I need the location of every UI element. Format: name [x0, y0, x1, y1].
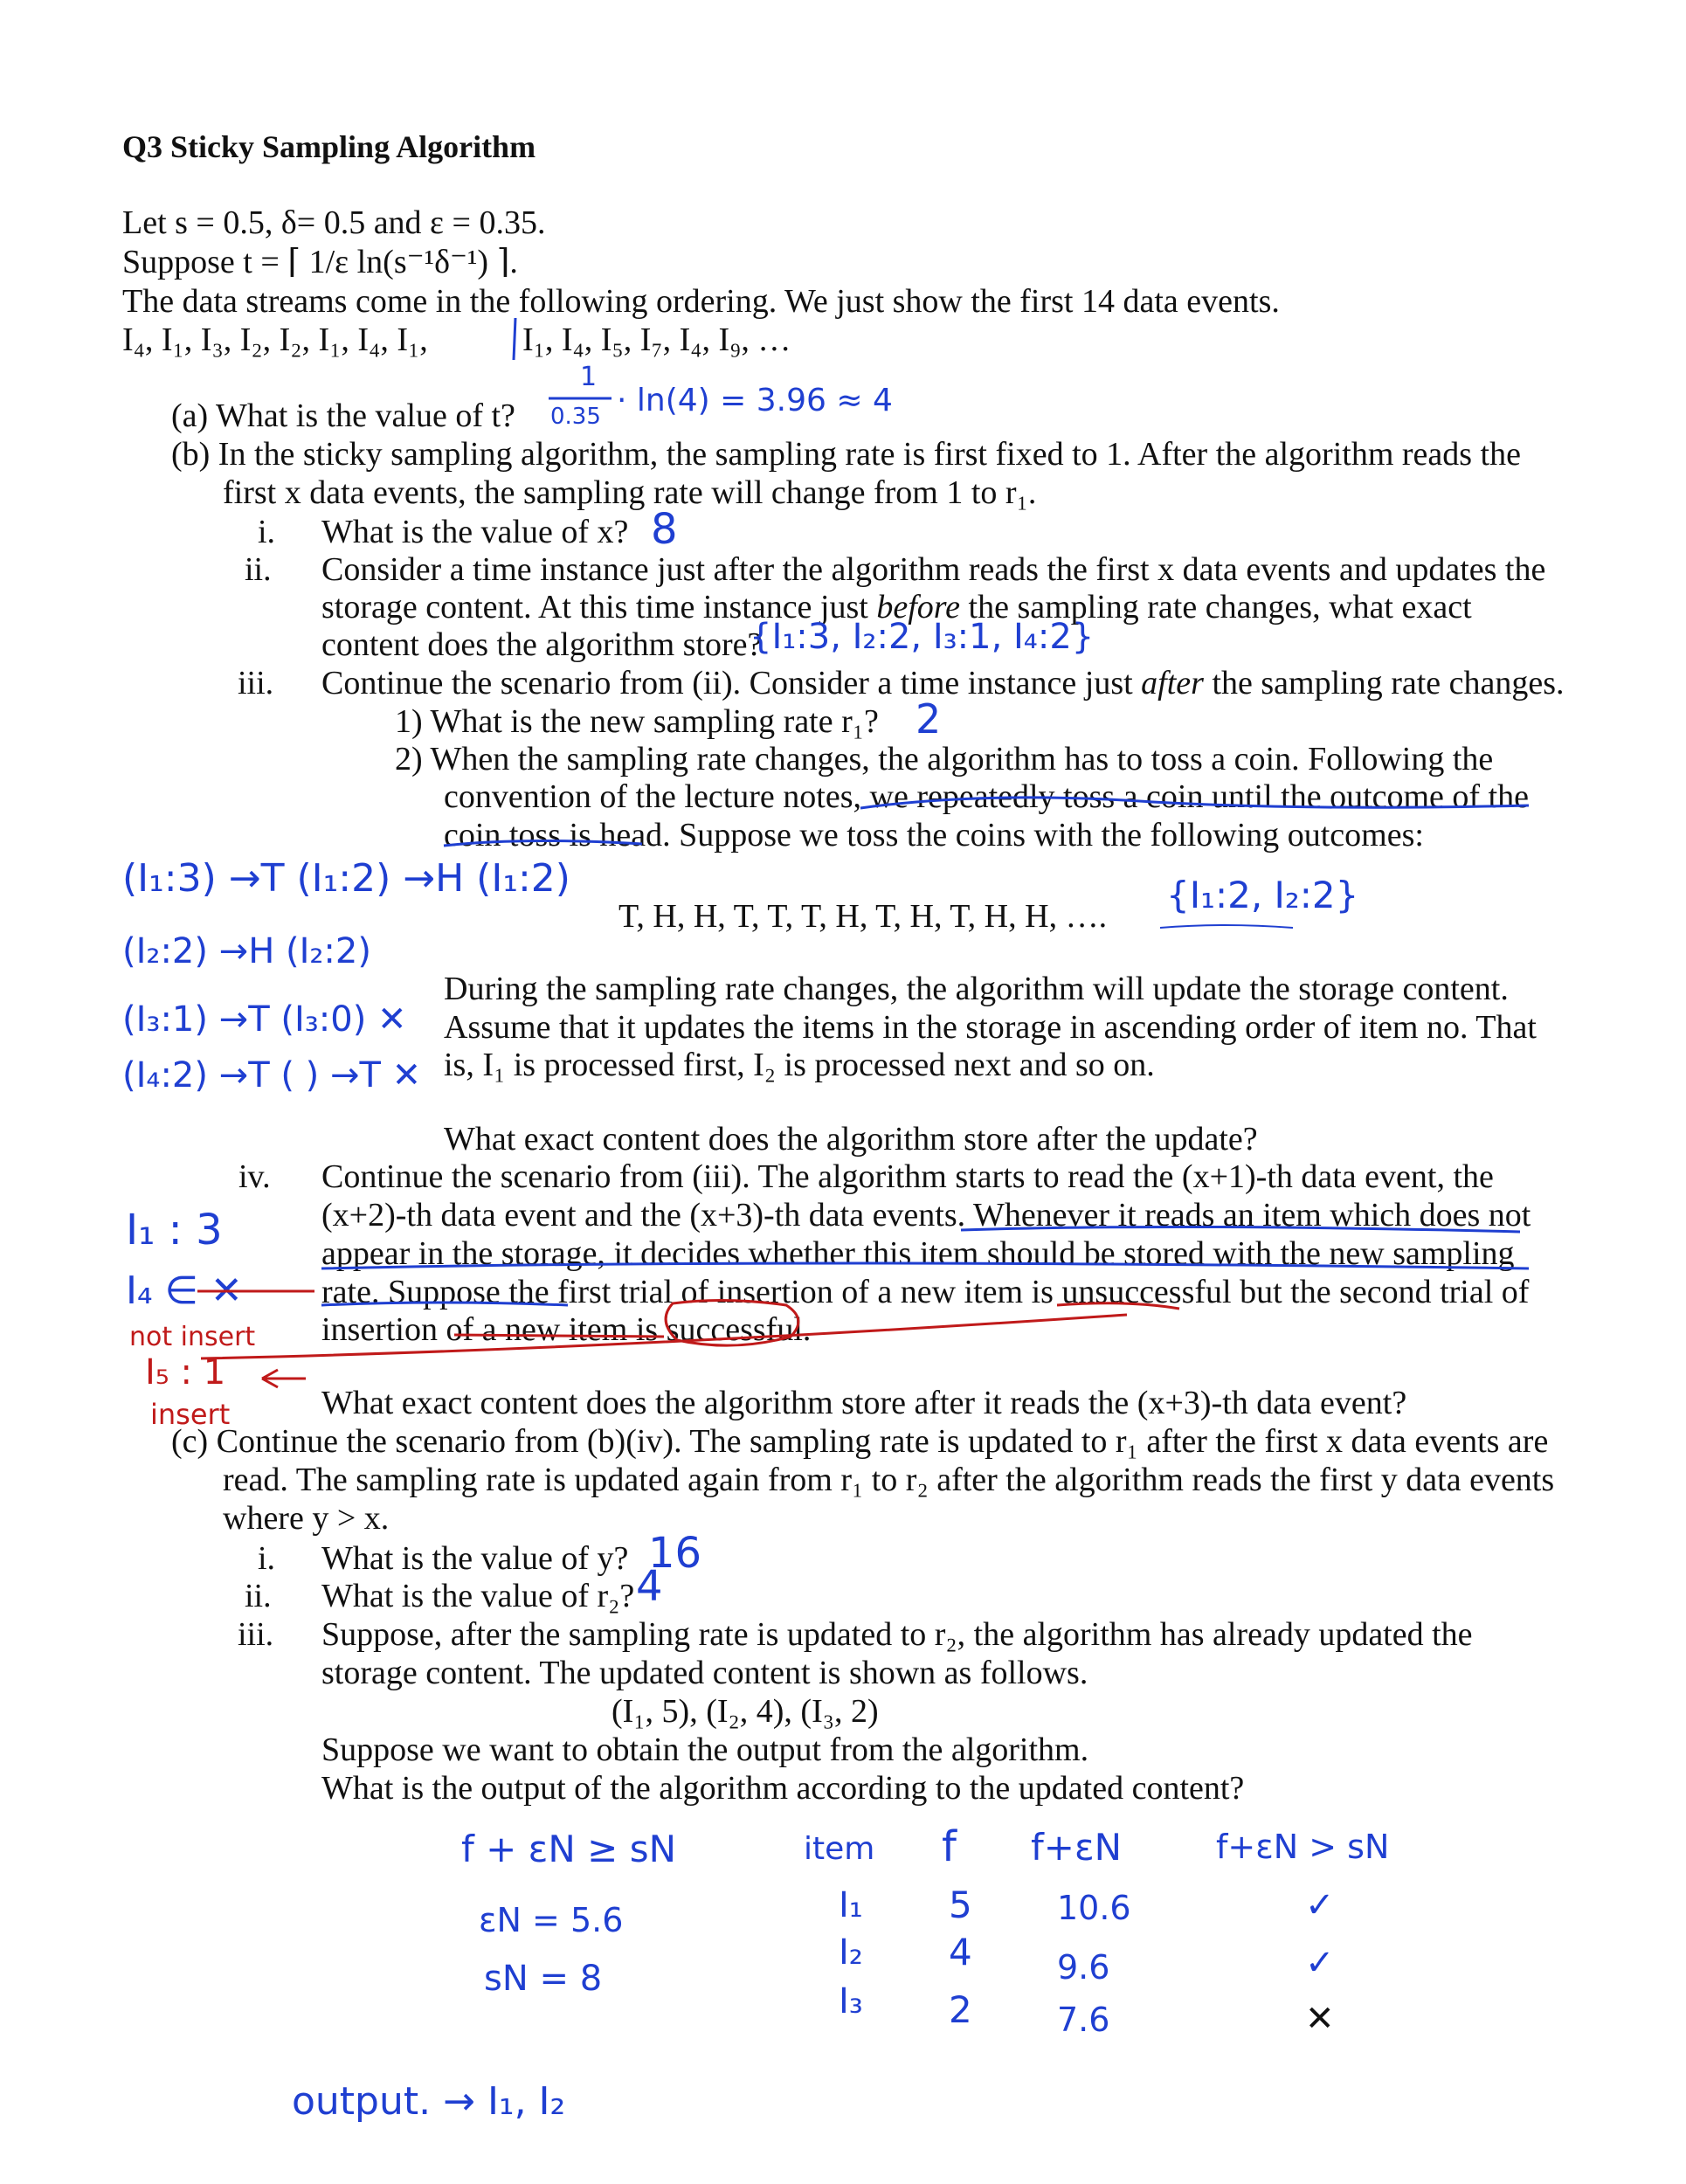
underline-convention	[860, 798, 1529, 808]
question-c-i: What is the value of y?	[321, 1540, 629, 1577]
hw-row2-item: I₂	[839, 1932, 863, 1973]
hw-row3-cross: ✕	[1305, 1999, 1335, 2039]
question-c-iii-line5: What is the output of the algorithm according to the updated content?	[321, 1770, 1245, 1807]
hw-eps-n: εN = 5.6	[479, 1901, 624, 1939]
update-text-line3: is, I₁ is processed first, I₂ is processed next and so on.	[444, 1047, 1155, 1083]
question-b-iv-prompt: What exact content does the algorithm store after it reads the (x+3)-th data event?	[321, 1385, 1407, 1421]
underline-biv-2	[961, 1227, 1520, 1232]
b-ii-number: ii.	[245, 551, 272, 588]
hw-trace-1: (I₁:3) →T (I₁:2) →H (I₁:2)	[122, 856, 570, 901]
question-a: (a) What is the value of t?	[171, 397, 515, 434]
hw-b-iii-1-answer: 2	[916, 695, 942, 743]
question-b-i: What is the value of x?	[321, 514, 629, 550]
b-iv-number: iv.	[238, 1158, 271, 1195]
update-question: What exact content does the algorithm store after the update?	[444, 1121, 1258, 1158]
update-text-line2: Assume that it updates the items in the storage in ascending order of item no. That	[444, 1009, 1537, 1046]
hw-trace-3: (I₃:1) →T (I₃:0) ✕	[122, 999, 407, 1040]
question-b-iii-2-line2: convention of the lecture notes, we repeatedly toss a coin until the outcome of the	[444, 778, 1529, 815]
underline-biv-4	[321, 1303, 568, 1305]
params-line: Let s = 0.5, δ= 0.5 and ε = 0.35.	[122, 204, 546, 241]
question-b-line1: (b) In the sticky sampling algorithm, the sampling rate is first fixed to 1. After the algorithm reads the	[171, 436, 1521, 473]
c-iii-number: iii.	[238, 1616, 274, 1653]
question-b-iv-line2: (x+2)-th data event and the (x+3)-th data events. Whenever it reads an item which does not	[321, 1197, 1531, 1234]
stream-intro: The data streams come in the following ordering. We just show the first 14 data events.	[122, 283, 1280, 320]
hw-coin-result: {I₁:2, I₂:2}	[1166, 874, 1359, 916]
update-text-line1: During the sampling rate changes, the algorithm will update the storage content.	[444, 971, 1509, 1007]
hw-table-header-check: f+εN > sN	[1216, 1828, 1390, 1866]
underline-biv-3	[321, 1263, 1529, 1268]
c-i-number: i.	[258, 1540, 276, 1577]
question-b-ii-line3: content does the algorithm store?	[321, 626, 763, 663]
hw-c-i-answer: 16	[648, 1529, 702, 1578]
hw-a-numerator: 1	[580, 362, 598, 392]
hw-table-header-item: item	[804, 1831, 875, 1867]
c-ii-number: ii.	[245, 1578, 272, 1614]
question-c-iii-line1: Suppose, after the sampling rate is updated to r₂, the algorithm has already updated the	[321, 1616, 1473, 1653]
hw-b-i-answer: 8	[651, 505, 678, 554]
red-underline-unsuccessful	[1057, 1303, 1179, 1309]
hw-c-ii-answer: 4	[636, 1562, 663, 1611]
hw-output: output. → I₁, I₂	[292, 2079, 566, 2124]
question-b-ii-line2: storage content. At this time instance just before the sampling rate changes, what exact	[321, 589, 1472, 625]
underline-coin-toss	[444, 840, 642, 846]
red-strike	[454, 1335, 664, 1337]
hw-condition: f + εN ≥ sN	[461, 1828, 676, 1870]
underline-coin-result	[1160, 925, 1293, 928]
question-b-iv-line4: rate. Suppose the first trial of insertion of a new item is unsuccessful but the second trial of	[321, 1274, 1530, 1310]
question-b-iii-2-line3: coin toss is head. Suppose we toss the coins with the following outcomes:	[444, 817, 1424, 854]
question-c-ii: What is the value of r₂?	[321, 1578, 635, 1614]
hw-iv-not-insert: not insert	[129, 1322, 256, 1352]
question-b-iii: Continue the scenario from (ii). Consider a time instance just after the sampling rate changes.	[321, 665, 1565, 702]
page-title: Q3 Sticky Sampling Algorithm	[122, 129, 536, 164]
hw-row3-item: I₃	[839, 1981, 863, 2022]
hw-row2-fen: 9.6	[1057, 1948, 1110, 1987]
hw-iv-i4: I₄ ∈ ✕	[126, 1268, 243, 1313]
stream-divider-stroke	[514, 318, 515, 360]
b-i-number: i.	[258, 514, 276, 550]
hw-trace-4: (I₄:2) →T ( ) →T ✕	[122, 1055, 422, 1095]
question-c-line2: read. The sampling rate is updated again from r₁ to r₂ after the algorithm reads the first y data events	[223, 1462, 1555, 1498]
hw-iv-i1: I₁ : 3	[126, 1206, 223, 1254]
question-b-ii-line1: Consider a time instance just after the algorithm reads the first x data events and updates the	[321, 551, 1546, 588]
hw-s-n: sN = 8	[484, 1959, 603, 1999]
question-c-line1: (c) Continue the scenario from (b)(iv). The sampling rate is updated to r₁ after the first x data events are	[171, 1423, 1549, 1460]
question-b-iv-line1: Continue the scenario from (iii). The algorithm starts to read the (x+1)-th data event, the	[321, 1158, 1494, 1195]
hw-b-ii-answer: {I₁:3, I₂:2, I₃:1, I₄:2}	[750, 617, 1095, 657]
question-c-iii-line2: storage content. The updated content is shown as follows.	[321, 1655, 1088, 1691]
stream-part-b: I₁, I₄, I₅, I₇, I₄, I₉, …	[522, 321, 791, 358]
suppose-t-line: Suppose t = ⌈ 1/ε ln(s⁻¹δ⁻¹) ⌉.	[122, 244, 518, 280]
hw-row2-f: 4	[949, 1931, 972, 1973]
hw-iv-insert: insert	[150, 1398, 231, 1431]
hw-row1-f: 5	[949, 1883, 972, 1926]
question-c-iii-line4: Suppose we want to obtain the output from the algorithm.	[321, 1731, 1089, 1768]
hw-iv-i5: I₅ : 1	[145, 1352, 226, 1393]
storage-content: (I₁, 5), (I₂, 4), (I₃, 2)	[612, 1693, 879, 1730]
hw-row1-item: I₁	[839, 1885, 863, 1925]
hw-row3-fen: 7.6	[1057, 2001, 1110, 2039]
b-iii-number: iii.	[238, 665, 274, 702]
stream-part-a: I₄, I₁, I₃, I₂, I₂, I₁, I₄, I₁,	[122, 321, 428, 358]
hw-table-header-f: f	[942, 1822, 957, 1871]
question-b-iv-line5: insertion of a new item is successful.	[321, 1311, 812, 1348]
question-b-iv-line3: appear in the storage, it decides whether this item should be stored with the new sampling	[321, 1235, 1515, 1272]
hw-row2-check: ✓	[1305, 1943, 1335, 1983]
question-b-iii-1: 1) What is the new sampling rate r₁?	[395, 703, 879, 740]
question-b-iii-2-line1: 2) When the sampling rate changes, the algorithm has to toss a coin. Following the	[395, 741, 1494, 778]
coin-sequence: T, H, H, T, T, T, H, T, H, T, H, H, ….	[618, 898, 1108, 935]
hw-a-answer: · ln(4) = 3.96 ≈ 4	[617, 383, 893, 418]
hw-row3-f: 2	[949, 1988, 972, 2031]
hw-row1-fen: 10.6	[1057, 1889, 1131, 1927]
red-arrow-i5	[262, 1370, 306, 1387]
hw-trace-2: (I₂:2) →H (I₂:2)	[122, 931, 371, 971]
hw-row1-check: ✓	[1305, 1885, 1335, 1925]
hw-a-denominator: 0.35	[550, 404, 601, 430]
question-c-line3: where y > x.	[223, 1500, 390, 1537]
question-b-line2: first x data events, the sampling rate will change from 1 to r₁.	[223, 474, 1037, 511]
hw-table-header-fen: f+εN	[1031, 1826, 1123, 1869]
